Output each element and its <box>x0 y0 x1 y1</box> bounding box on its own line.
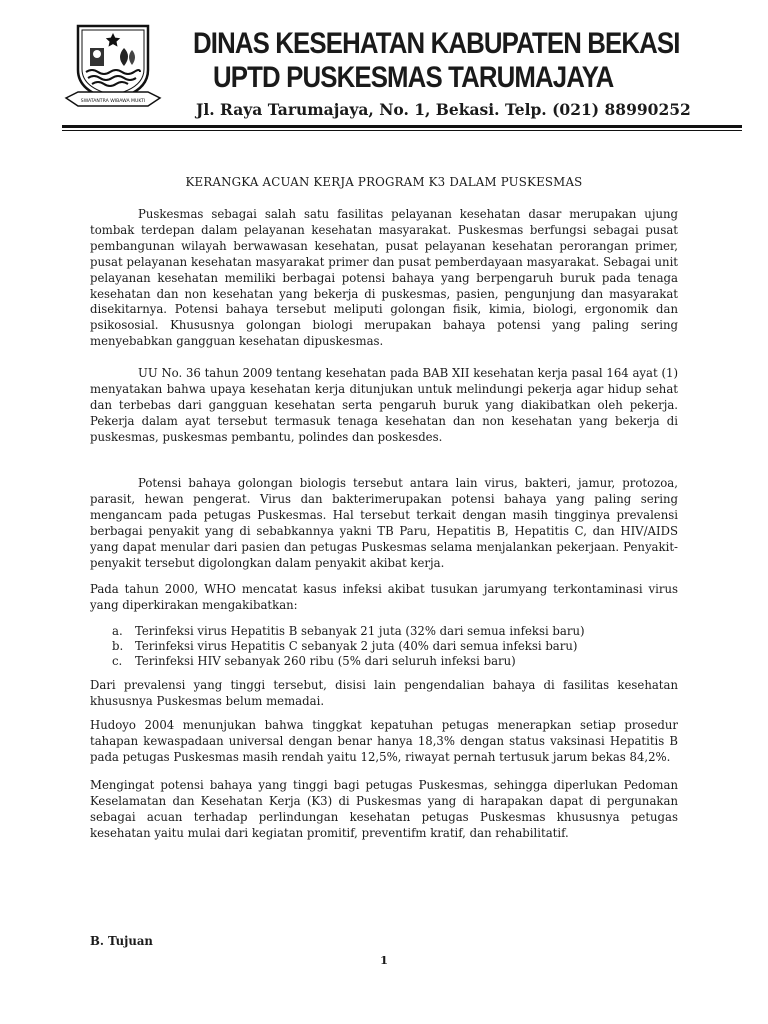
list-item <box>90 654 690 669</box>
list-item-text: Terinfeksi virus Hepatitis C sebanyak 2 juta (40% dari semua infeksi baru) <box>135 639 578 653</box>
list-marker: b. <box>112 639 124 653</box>
list-item-text: Terinfeksi virus Hepatitis B sebanyak 21 juta (32% dari semua infeksi baru) <box>135 624 585 638</box>
organization-name: DINAS KESEHATAN KABUPATEN BEKASI <box>193 27 680 60</box>
page-number: 1 <box>379 953 388 967</box>
list-marker: c. <box>112 654 123 668</box>
list-item <box>90 639 690 654</box>
letterhead-rule-thick <box>62 125 742 128</box>
list-marker: a. <box>112 624 123 638</box>
paragraph: Potensi bahaya golongan biologis tersebut antara lain virus, bakteri, jamur, protozoa, parasit, hewan pengerat. Virus dan bakterimerupakan potensi bahaya yang paling sering mengancam pada petugas Puskesmas. Hal tersebut terkait dengan masih tingginya prevalensi berbagai penyakit yang di sebabkannya yakni TB Paru, Hepatitis B, Hepatitis C, dan HIV/AIDS yang dapat menular dari pasien dan petugas Puskesmas selama menjalankan pekerjaan. Penyakit-penyakit tersebut digolongkan dalam penyakit akibat kerja. <box>90 476 678 570</box>
unit-name: UPTD PUSKESMAS TARUMAJAYA <box>213 61 614 94</box>
svg-text:SWATANTRA WIBAWA MUKTI: SWATANTRA WIBAWA MUKTI <box>80 99 146 104</box>
paragraph: Puskesmas sebagai salah satu fasilitas pelayanan kesehatan dasar merupakan ujung tombak terdepan dalam pelayanan kesehatan masyarakat. Puskesmas berfungsi sebagai pusat pembangunan wilayah berwawasan kesehatan, pusat pelayanan kesehatan perorangan primer, pusat pelayanan kesehatan masyarakat primer dan pusat pemberdayaan masyarakat. Sebagai unit pelayanan kesehatan memiliki berbagai potensi bahaya yang berpengaruh buruk pada tenaga kesehatan dan non kesehatan yang bekerja di puskesmas, pasien, pengunjung dan masyarakat disekitarnya. Potensi bahaya tersebut meliputi golongan fisik, kimia, biologi, ergonomik dan psikososial. Khususnya golongan biologi merupakan bahaya potensi yang paling sering menyebabkan gangguan kesehatan dipuskesmas. <box>90 207 678 349</box>
list-item <box>90 624 690 639</box>
section-heading: B. Tujuan <box>90 934 153 948</box>
paragraph: Mengingat potensi bahaya yang tinggi bagi petugas Puskesmas, sehingga diperlukan Pedoman Keselamatan dan Kesehatan Kerja (K3) di Puskesmas yang di harapakan dapat di pergunakan sebagai acuan terhadap perlindungan kesehatan petugas Puskesmas khususnya petugas kesehatan yaitu mulai dari kegiatan promitif, preventifm kratif, dan rehabilitatif. <box>90 778 678 840</box>
bekasi-regency-crest-icon <box>64 20 162 112</box>
letterhead <box>0 0 768 135</box>
address-line: Jl. Raya Tarumajaya, No. 1, Bekasi. Telp. (021) 88990252 <box>196 100 691 119</box>
paragraph: Pada tahun 2000, WHO mencatat kasus infeksi akibat tusukan jarumyang terkontaminasi virus yang diperkirakan mengakibatkan: <box>90 582 678 612</box>
infection-list <box>90 624 690 669</box>
letterhead-rule-thin <box>62 130 742 131</box>
document-title: KERANGKA ACUAN KERJA PROGRAM K3 DALAM PUSKESMAS <box>185 175 583 189</box>
paragraph: Dari prevalensi yang tinggi tersebut, disisi lain pengendalian bahaya di fasilitas kesehatan khususnya Puskesmas belum memadai. <box>90 678 678 708</box>
paragraph: Hudoyo 2004 menunjukan bahwa tinggkat kepatuhan petugas menerapkan setiap prosedur tahapan kewaspadaan universal dengan benar hanya 18,3% dengan status vaksinasi Hepatitis B pada petugas Puskesmas masih rendah yaitu 12,5%, riwayat pernah tertusuk jarum bekas 84,2%. <box>90 718 678 764</box>
paragraph: UU No. 36 tahun 2009 tentang kesehatan pada BAB XII kesehatan kerja pasal 164 ayat (1) menyatakan bahwa upaya kesehatan kerja ditunjukan untuk melindungi pekerja agar hidup sehat dan terbebas dari gangguan kesehatan serta pengaruh buruk yang diakibatkan oleh pekerja. Pekerja dalam ayat tersebut termasuk tenaga kesehatan dan non kesehatan yang bekerja di puskesmas, puskesmas pembantu, polindes dan poskesdes. <box>90 366 678 444</box>
list-item-text: Terinfeksi HIV sebanyak 260 ribu (5% dari seluruh infeksi baru) <box>135 654 516 668</box>
